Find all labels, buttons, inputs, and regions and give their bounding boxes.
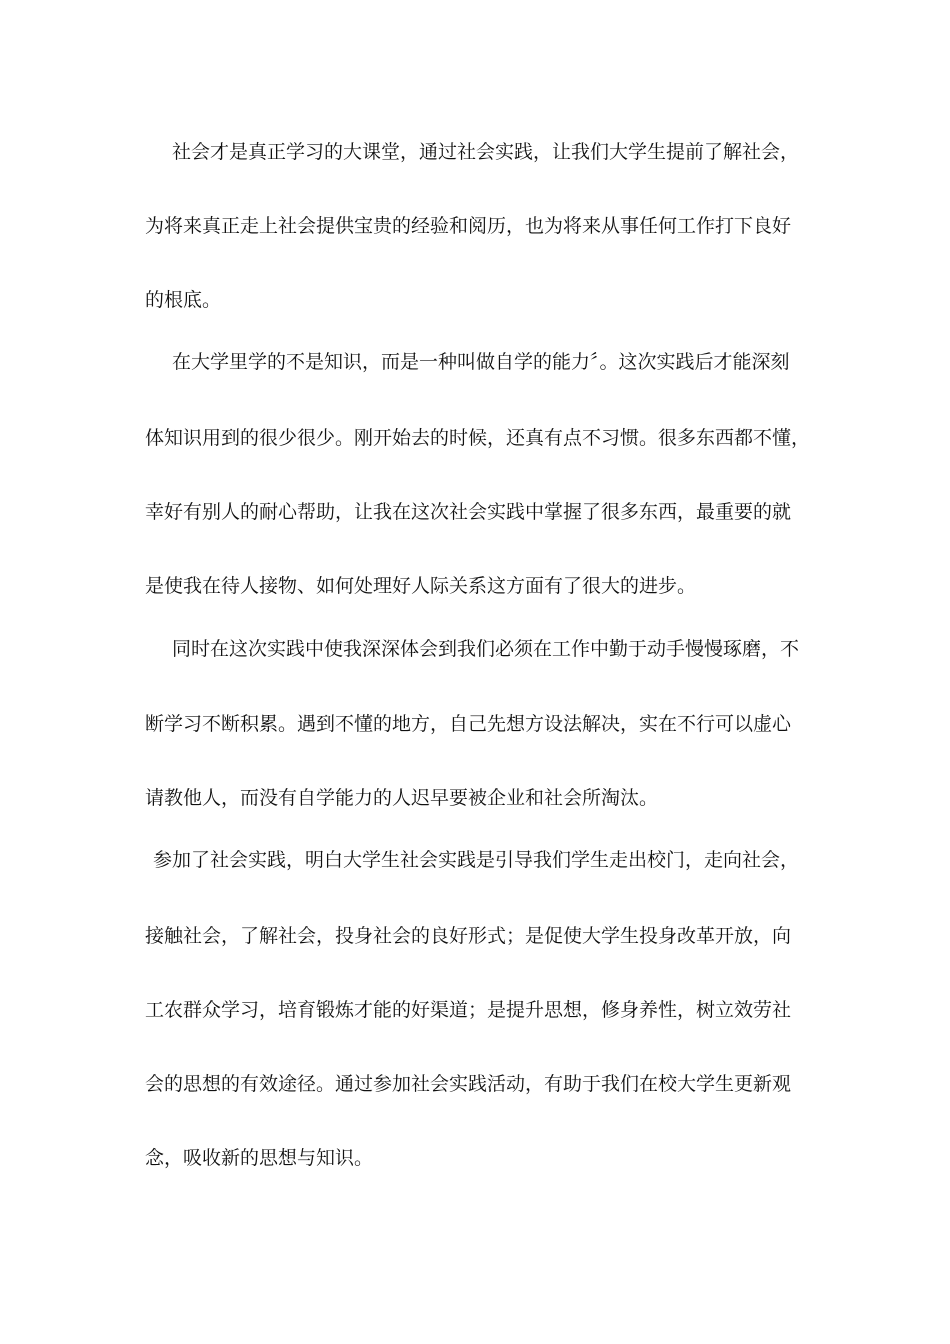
paragraph-2-line-1: 在大学里学的不是知识，而是一种叫做自学的能力〞。这次实践后才能深刻 [172, 351, 790, 373]
paragraph-2-line-2: 体知识用到的很少很少。刚开始去的时候，还真有点不习惯。很多东西都不懂， [145, 427, 811, 449]
paragraph-2-line-4: 是使我在待人接物、如何处理好人际关系这方面有了很大的进步。 [145, 575, 697, 597]
paragraph-3-line-2: 断学习不断积累。遇到不懂的地方，自己先想方设法解决，实在不行可以虚心 [145, 713, 792, 735]
paragraph-4-line-2: 接触社会，了解社会，投身社会的良好形式；是促使大学生投身改革开放，向 [145, 925, 792, 947]
paragraph-4-line-1: 参加了社会实践，明白大学生社会实践是引导我们学生走出校门，走向社会， [153, 849, 800, 871]
paragraph-1-line-1: 社会才是真正学习的大课堂，通过社会实践，让我们大学生提前了解社会， [172, 141, 800, 163]
paragraph-4-line-3: 工农群众学习，培育锻炼才能的好渠道；是提升思想，修身养性，树立效劳社 [145, 999, 792, 1021]
paragraph-4-line-5: 念，吸收新的思想与知识。 [145, 1147, 374, 1169]
paragraph-1-line-3: 的根底。 [145, 289, 222, 311]
paragraph-3-line-3: 请教他人，而没有自学能力的人迟早要被企业和社会所淘汰。 [145, 787, 659, 809]
paragraph-2-line-3: 幸好有别人的耐心帮助，让我在这次社会实践中掌握了很多东西，最重要的就 [145, 501, 792, 523]
paragraph-4-line-4: 会的思想的有效途径。通过参加社会实践活动，有助于我们在校大学生更新观 [145, 1073, 792, 1095]
paragraph-3-line-1: 同时在这次实践中使我深深体会到我们必须在工作中勤于动手慢慢琢磨，不 [172, 638, 800, 660]
paragraph-1-line-2: 为将来真正走上社会提供宝贵的经验和阅历，也为将来从事任何工作打下良好 [145, 215, 792, 237]
